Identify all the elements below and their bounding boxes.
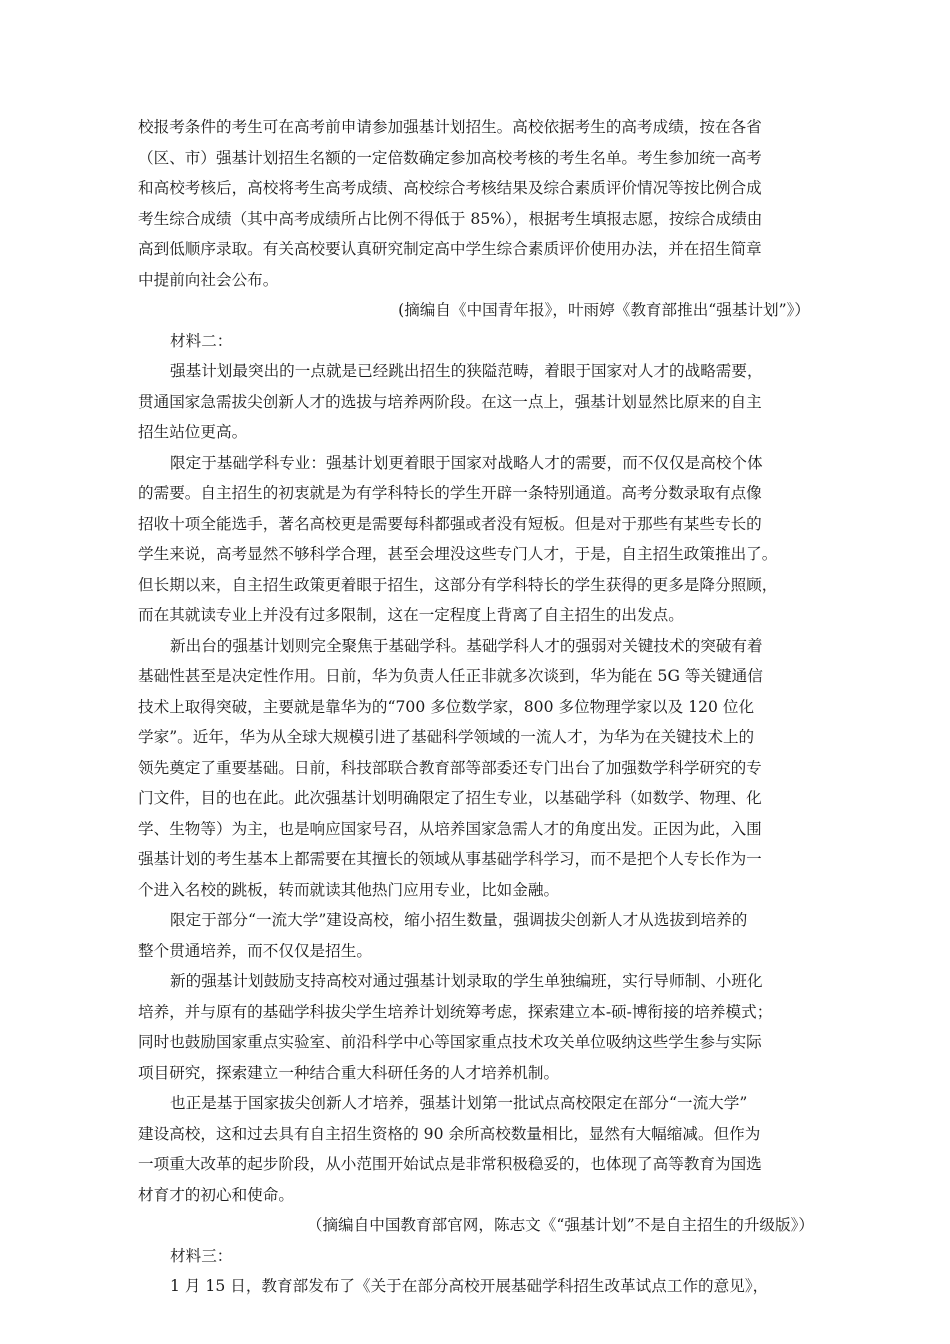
- section-heading: 材料三：: [170, 1246, 233, 1265]
- text-line: 校报考条件的考生可在高考前申请参加强基计划招生。高校依据考生的高考成绩，按在各省: [138, 118, 762, 136]
- text-line: 和高校考核后，高校将考生高考成绩、高校综合考核结果及综合素质评价情况等按比例合成: [138, 179, 762, 197]
- text-line: 项目研究，探索建立一种结合重大科研任务的人才培养机制。: [138, 1063, 560, 1082]
- text-line: 材育才的初心和使命。: [138, 1185, 294, 1204]
- paragraph-start-line: 新出台的强基计划则完全聚焦于基础学科。基础学科人才的强弱对关键技术的突破有着: [170, 636, 763, 655]
- text-line: 基础性甚至是决定性作用。日前，华为负责人任正非就多次谈到，华为能在 5G 等关键通信: [138, 667, 763, 685]
- text-line: 整个贯通培养，而不仅仅是招生。: [138, 941, 372, 960]
- text-line: 学、生物等）为主，也是响应国家号召，从培养国家急需人才的角度出发。正因为此，入围: [138, 819, 762, 838]
- paragraph-start-line: 1 月 15 日，教育部发布了《关于在部分高校开展基础学科招生改革试点工作的意见》，: [170, 1277, 769, 1295]
- text-line: 门文件，目的也在此。此次强基计划明确限定了招生专业，以基础学科（如数学、物理、化: [138, 789, 762, 807]
- text-line: 个进入名校的跳板，转而就读其他热门应用专业，比如金融。: [138, 880, 560, 899]
- paragraph-start-line: 限定于部分“一流大学”建设高校，缩小招生数量，强调拔尖创新人才从选拔到培养的: [170, 911, 748, 929]
- text-line: 学生来说，高考显然不够科学合理，甚至会埋没这些专门人才，于是，自主招生政策推出了。: [138, 545, 778, 563]
- text-line: 技术上取得突破，主要就是靠华为的“700 多位数学家，800 多位物理学家以及 120 位化: [138, 697, 755, 716]
- text-line: 的需要。自主招生的初衷就是为有学科特长的学生开辟一条特别通道。高考分数录取有点像: [138, 484, 762, 502]
- text-line: 考生综合成绩（其中高考成绩所占比例不得低于 85%），根据考生填报志愿，按综合成绩由: [138, 209, 763, 228]
- paragraph-start-line: 也正是基于国家拔尖创新人才培养，强基计划第一批试点高校限定在部分“一流大学”: [170, 1094, 748, 1112]
- text-line: 贯通国家急需拔尖创新人才的选拔与培养两阶段。在这一点上，强基计划显然比原来的自主: [138, 392, 762, 411]
- text-line: 但长期以来，自主招生政策更着眼于招生，这部分有学科特长的学生获得的更多是降分照顾，: [138, 575, 778, 594]
- text-line: 而在其就读专业上并没有过多限制，这在一定程度上背离了自主招生的出发点。: [138, 606, 684, 624]
- section-heading: 材料二：: [170, 331, 233, 350]
- document-page: [138, 112, 814, 1302]
- source-citation: (摘编自《中国青年报》，叶雨婷《教育部推出“强基计划”》）: [398, 301, 810, 319]
- text-line: 同时也鼓励国家重点实验室、前沿科学中心等国家重点技术攻关单位吸纳这些学生参与实际: [138, 1033, 762, 1051]
- paragraph-start-line: 限定于基础学科专业：强基计划更着眼于国家对战略人才的需要，而不仅仅是高校个体: [170, 453, 763, 472]
- text-line: 学家”。近年，华为从全球大规模引进了基础科学领域的一流人才，为华为在关键技术上的: [138, 728, 755, 746]
- text-line: 强基计划的考生基本上都需要在其擅长的领域从事基础学科学习，而不是把个人专长作为一: [138, 850, 762, 868]
- text-line: 领先奠定了重要基础。日前，科技部联合教育部等部委还专门出台了加强数学科学研究的专: [138, 758, 762, 777]
- paragraph-start-line: 新的强基计划鼓励支持高校对通过强基计划录取的学生单独编班，实行导师制、小班化: [170, 972, 763, 990]
- text-line: 一项重大改革的起步阶段，从小范围开始试点是非常积极稳妥的，也体现了高等教育为国选: [138, 1155, 762, 1173]
- text-line: 培养，并与原有的基础学科拔尖学生培养计划统筹考虑，探索建立本-硕-博衔接的培养模式；: [138, 1002, 773, 1021]
- text-line: 中提前向社会公布。: [138, 270, 279, 289]
- paragraph-start-line: 强基计划最突出的一点就是已经跳出招生的狭隘范畴，着眼于国家对人才的战略需要，: [170, 362, 763, 380]
- text-line: （区、市）强基计划招生名额的一定倍数确定参加高校考核的考生名单。考生参加统一高考: [138, 148, 762, 167]
- text-line: 招生站位更高。: [138, 423, 248, 441]
- text-line: 高到低顺序录取。有关高校要认真研究制定高中学生综合素质评价使用办法，并在招生简章: [138, 240, 762, 258]
- source-citation: （摘编自中国教育部官网，陈志文《“强基计划”不是自主招生的升级版》）: [306, 1216, 814, 1234]
- text-line: 招收十项全能选手，著名高校更是需要每科都强或者没有短板。但是对于那些有某些专长的: [138, 514, 762, 533]
- text-line: 建设高校，这和过去具有自主招生资格的 90 余所高校数量相比，显然有大幅缩减。但作为: [138, 1124, 761, 1143]
